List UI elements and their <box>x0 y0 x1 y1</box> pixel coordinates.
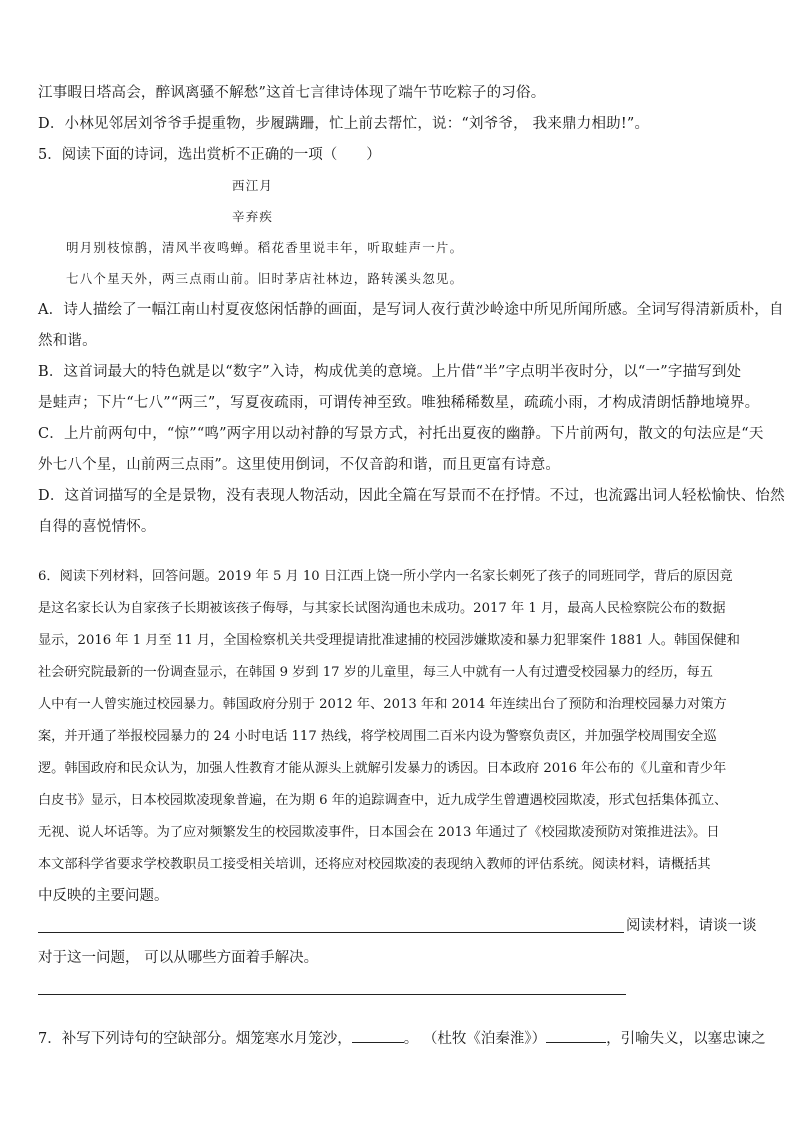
option-d-q4: D．小林见邻居刘爷爷手提重物，步履蹒跚，忙上前去帮忙，说：“刘爷爷， 我来鼎力相助!”。 <box>38 116 650 132</box>
poem-author: 辛弃疾 <box>232 209 274 224</box>
option-a: A．诗人描绘了一幅江南山村夏夜悠闲恬静的画面，是写词人夜行黄沙岭途中所见所闻所感。全词写得清新质朴，自 <box>38 302 784 318</box>
option-c: C．上片前两句中，“惊”“鸣”两字用以动衬静的写景方式，衬托出夏夜的幽静。下片前两句，散文的句法应是“天 <box>38 426 764 442</box>
question-6-line: 案，并开通了举报校园暴力的 24 小时电话 117 热线，将学校周围二百米内设为警察负责区，并加强学校周围安全巡 <box>38 729 717 744</box>
question-6-line: 人中有一人曾实施过校园暴力。韩国政府分别于 2012 年、2013 年和 2014 年连续出台了预防和治理校园暴力对策方 <box>38 697 727 712</box>
text-line: 江事暇日塔高会，醉讽离骚不解愁”这首七言律诗体现了端午节吃粽子的习俗。 <box>38 85 546 101</box>
answer-blank-line[interactable] <box>38 994 626 995</box>
option-a-cont: 然和谐。 <box>38 333 97 349</box>
question-6-prompt-cont: 对于这一问题， 可以从哪些方面着手解决。 <box>38 950 319 966</box>
question-6-line: 白皮书》显示，日本校园欺凌现象普遍，在为期 6 年的追踪调查中，近九成学生曾遭遇校园欺凌，形式包括集体孤立、 <box>38 793 728 808</box>
fill-blank[interactable] <box>546 1028 606 1043</box>
option-b: B．这首词最大的特色就是以“数字”入诗，构成优美的意境。上片借“半”字点明半夜时分，以“一”字描写到处 <box>38 364 742 380</box>
question-7-text: 7．补写下列诗句的空缺部分。烟笼寒水月笼沙， <box>38 1031 352 1047</box>
question-5-stem: 5．阅读下面的诗词，选出赏析不正确的一项（ ） <box>38 147 381 163</box>
question-7-text: ，引喻失义，以塞忠谏之 <box>606 1031 766 1047</box>
question-6-line: 是这名家长认为自家孩子长期被该孩子侮辱，与其家长试图沟通也未成功。2017 年 1 月，最高人民检察院公布的数据 <box>38 601 726 616</box>
question-6-line: 逻。韩国政府和民众认为，加强人性教育才能从源头上就解引发暴力的诱因。日本政府 2016 年公布的《儿童和青少年 <box>38 761 727 776</box>
question-6-prompt: 阅读材料，请谈一谈 <box>626 918 757 934</box>
poem-line: 七八个星天外，两三点雨山前。旧时茅店社林边，路转溪头忽见。 <box>66 271 464 286</box>
question-6-line: 6．阅读下列材料，回答问题。2019 年 5 月 10 日江西上饶一所小学内一名家长刺死了孩子的同班同学，背后的原因竟 <box>38 569 733 584</box>
question-6-line: 本文部科学省要求学校教职员工接受相关培训，还将应对校园欺凌的表现纳入教师的评估系统。阅读材料，请概括其 <box>38 857 711 872</box>
question-6-line: 社会研究院最新的一份调查显示，在韩国 9 岁到 17 岁的儿童里，每三人中就有一人有过遭受校园暴力的经历，每五 <box>38 665 713 680</box>
option-d: D．这首词描写的全是景物，没有表现人物活动，因此全篇在写景而不在抒情。不过，也流露出词人轻松愉快、怡然 <box>38 488 785 504</box>
option-b-cont: 是蛙声；下片“七八”“两三”，写夏夜疏雨，可谓传神至致。唯独稀稀数星，疏疏小雨，才构成清朗恬静地境界。 <box>38 395 760 411</box>
question-7-text: 。 （杜牧《泊秦淮》） <box>403 1031 547 1047</box>
question-6-line: 中反映的主要问题。 <box>38 888 169 904</box>
question-6-line: 无视、说人坏话等。为了应对频繁发生的校园欺凌事件，日本国会在 2013 年通过了《校园欺凌预防对策推进法》。日 <box>38 825 720 840</box>
poem-title: 西江月 <box>232 178 274 193</box>
option-c-cont: 外七八个星，山前两三点雨”。这里使用倒词，不仅音韵和谐，而且更富有诗意。 <box>38 457 561 473</box>
question-7 <box>38 1028 766 1049</box>
fill-blank[interactable] <box>352 1028 404 1043</box>
option-d-cont: 自得的喜悦情怀。 <box>38 519 156 535</box>
question-6-line: 显示，2016 年 1 月至 11 月，全国检察机关共受理提请批准逮捕的校园涉嫌欺凌和暴力犯罪案件 1881 人。韩国保健和 <box>38 633 740 648</box>
poem-line: 明月别枝惊鹊，清风半夜鸣蝉。稻花香里说丰年，听取蛙声一片。 <box>66 240 464 255</box>
answer-blank-line[interactable] <box>38 932 624 933</box>
